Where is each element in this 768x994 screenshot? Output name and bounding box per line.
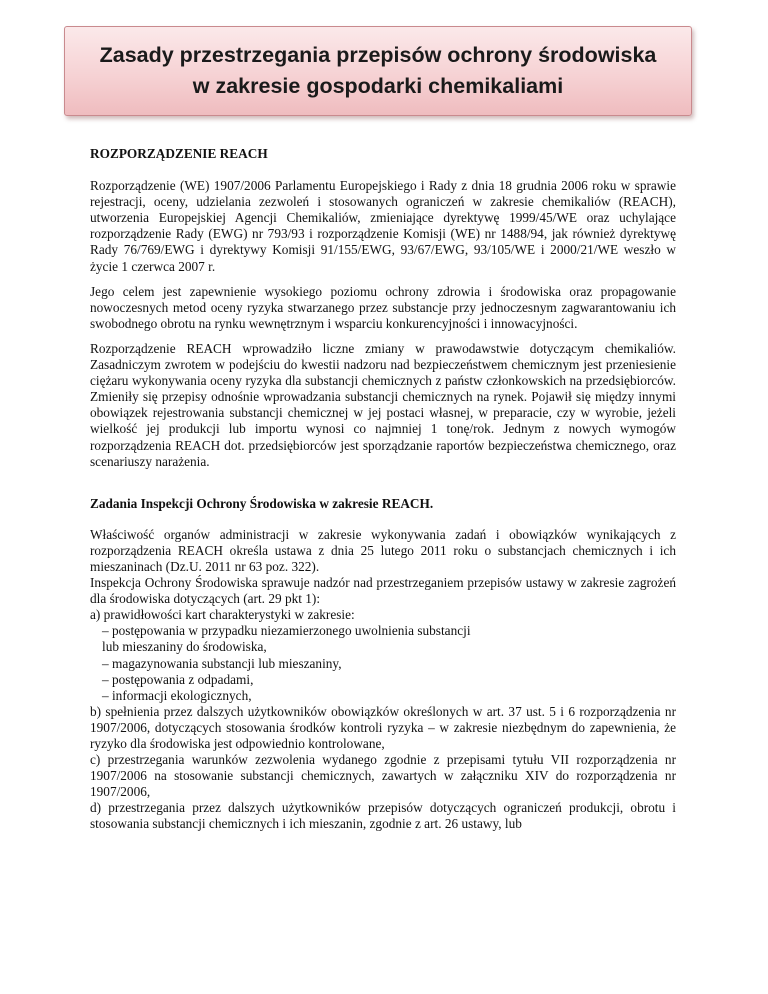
sub-item-waste: – postępowania z odpadami,: [102, 671, 254, 687]
section-heading-reach: ROZPORZĄDZENIE REACH: [90, 146, 268, 161]
paragraph-purpose: Jego celem jest zapewnienie wysokiego poziomu ochrony zdrowia i środowiska oraz propagowanie nowoczesnych metod oceny ryzyka stwarzanego przez substancje przy jednoczesnym zagwarantowaniu ich swobodnego obrotu na rynku wewnętrznym i wsparciu konkurencyjności i innowacyjności.: [90, 283, 676, 331]
title-banner: [64, 26, 692, 116]
paragraph-supervision: Inspekcja Ochrony Środowiska sprawuje nadzór nad przestrzeganiem przepisów ustawy w zakresie zagrożeń dla środowiska dotyczących (art. 29 pkt 1):: [90, 575, 676, 607]
section-heading-inspection: Zadania Inspekcji Ochrony Środowiska w zakresie REACH.: [90, 495, 434, 511]
paragraph-changes: Rozporządzenie REACH wprowadziło liczne zmiany w prawodawstwie dotyczącym chemikaliów. Zasadniczym zwrotem w podejściu do kwestii nadzoru nad bezpieczeństwem chemicznym jest przeniesienie ciężaru wykonywania oceny ryzyka dla substancji chemicznych z państw członkowskich na przedsiębiorców. Zmieniły się przepisy odnośnie wprowadzania substancji chemicznych na rynek. Pojawił się między innymi obowiązek rejestrowania substancji chemicznej w jej postaci własnej, w preparacie, czy w wyrobie, jeżeli wielkość jej produkcji lub importu wynosi co najmniej 1 tonę/rok. Jednym z nowych wymogów rozporządzenia REACH dot. przedsiębiorców jest sporządzanie raportów bezpieczeństwa chemicznego, oraz scenariuszy narażenia.: [90, 340, 676, 469]
list-item-b: b) spełnienia przez dalszych użytkowników obowiązków określonych w art. 37 ust. 5 i 6 rozporządzenia nr 1907/2006, dotyczących stosowania środków kontroli ryzyka – w zakresie niezbędnym do zapewnienia, że ryzyko dla środowiska jest odpowiednio kontrolowane,: [90, 703, 676, 751]
sub-item-release: – postępowania w przypadku niezamierzonego uwolnienia substancji: [102, 623, 471, 639]
page-title: Zasady przestrzegania przepisów ochrony środowiska w zakresie gospodarki chemikaliami: [99, 43, 657, 98]
list-item-a: a) prawidłowości kart charakterystyki w zakresie:: [90, 607, 355, 623]
document-body: [90, 146, 676, 833]
paragraph-competence: Właściwość organów administracji w zakresie wykonywania zadań i obowiązków wynikających z rozporządzenia REACH określa ustawa z dnia 25 lutego 2011 roku o substancjach chemicznych i ich mieszaninach (Dz.U. 2011 nr 63 poz. 322).: [90, 526, 676, 574]
sub-item-storage: – magazynowania substancji lub mieszaniny,: [102, 655, 342, 671]
paragraph-regulation: Rozporządzenie (WE) 1907/2006 Parlamentu Europejskiego i Rady z dnia 18 grudnia 2006 roku w sprawie rejestracji, oceny, udzielania zezwoleń i stosowanych ograniczeń w zakresie chemikaliów (REACH), utworzenia Europejskiej Agencji Chemikaliów, zmieniające dyrektywę 1999/45/WE oraz uchylające rozporządzenie Rady (EWG) nr 793/93 i rozporządzenie Komisji (WE) nr 1488/94, jak również dyrektywę Rady 76/769/EWG i dyrektywy Komisji 91/155/EWG, 93/67/EWG, 93/105/WE i 2000/21/WE weszło w życie 1 czerwca 2007 r.: [90, 178, 676, 274]
sub-item-ecological: – informacji ekologicznych,: [102, 687, 252, 703]
list-item-c: c) przestrzegania warunków zezwolenia wydanego zgodnie z przepisami tytułu VII rozporządzenia nr 1907/2006 na stosowanie substancji chemicznych, zawartych w załączniku XIV do rozporządzenia nr 1907/2006,: [90, 752, 676, 800]
list-item-d: d) przestrzegania przez dalszych użytkowników przepisów dotyczących ograniczeń produkcji, obrotu i stosowania substancji chemicznych i ich mieszanin, zgodnie z art. 26 ustawy, lub: [90, 800, 676, 832]
sub-item-release-cont: lub mieszaniny do środowiska,: [102, 639, 267, 655]
